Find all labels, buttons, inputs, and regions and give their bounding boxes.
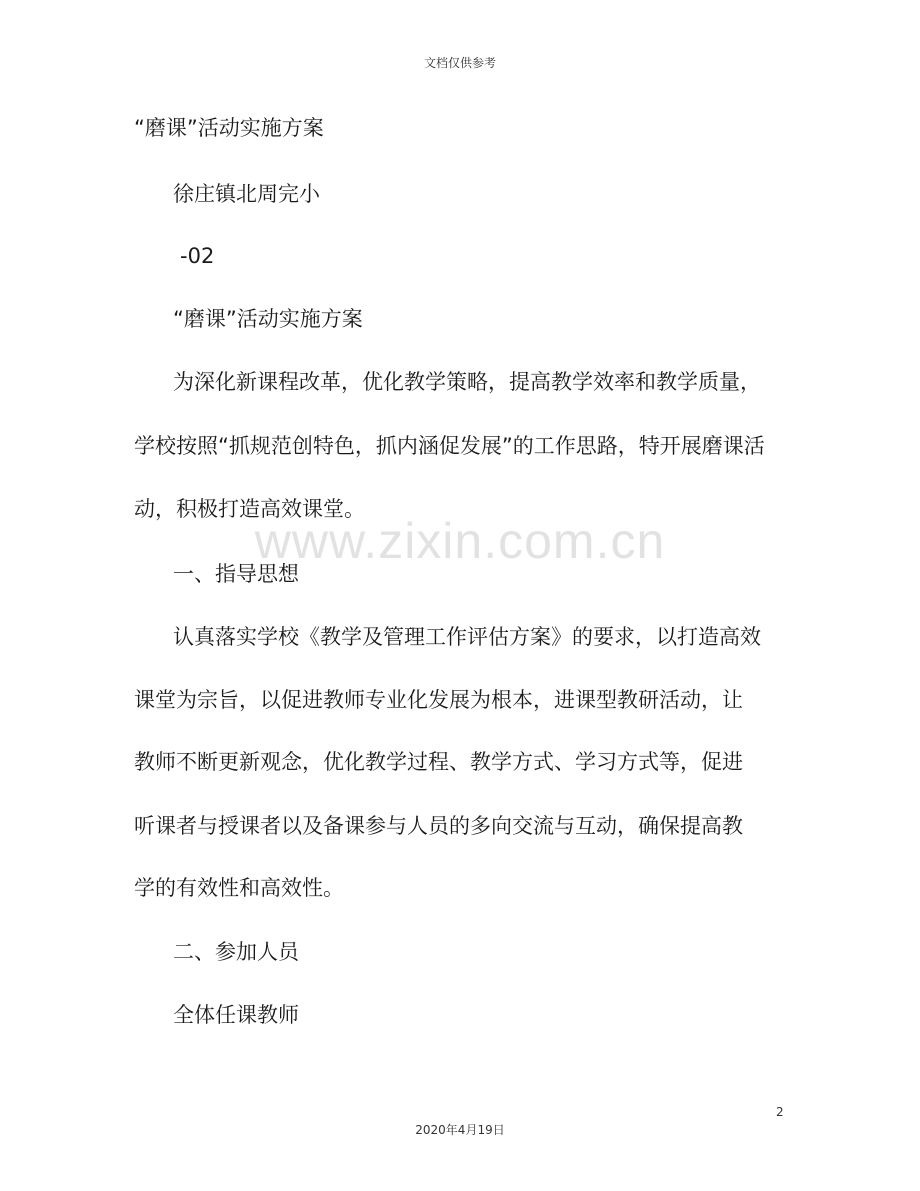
- paragraph-line: 学的有效性和高效性。: [134, 876, 344, 900]
- school-name: 徐庄镇北周完小: [173, 182, 320, 206]
- paragraph-line: 教师不断更新观念，优化教学过程、教学方式、学习方式等，促进: [134, 750, 743, 774]
- paragraph-line: 认真落实学校《教学及管理工作评估方案》的要求，以打造高效: [173, 625, 761, 649]
- header-note: 文档仅供参考: [423, 56, 496, 70]
- watermark: www.zixin.com.cn: [254, 513, 666, 569]
- paragraph-line: 为深化新课程改革，优化教学策略，提高教学效率和教学质量，: [173, 370, 761, 394]
- paragraph-line: 听课者与授课者以及备课参与人员的多向交流与互动，确保提高教: [134, 814, 743, 838]
- section-title: “磨课”活动实施方案: [173, 307, 363, 331]
- document-title: “磨课”活动实施方案: [134, 116, 324, 140]
- date-fragment: -02: [180, 244, 215, 268]
- page-number: 2: [776, 1105, 784, 1119]
- section-heading-participants: 二、参加人员: [173, 940, 299, 964]
- footer-date: 2020年4月19日: [415, 1123, 505, 1137]
- paragraph-line: 学校按照“抓规范创特色，抓内涵促发展”的工作思路，特开展磨课活: [134, 434, 765, 458]
- section-heading-guiding-thought: 一、指导思想: [173, 562, 299, 586]
- paragraph-line: 动，积极打造高效课堂。: [134, 497, 365, 521]
- paragraph-line: 全体任课教师: [173, 1003, 299, 1027]
- paragraph-line: 课堂为宗旨，以促进教师专业化发展为根本，进课型教研活动，让: [134, 688, 743, 712]
